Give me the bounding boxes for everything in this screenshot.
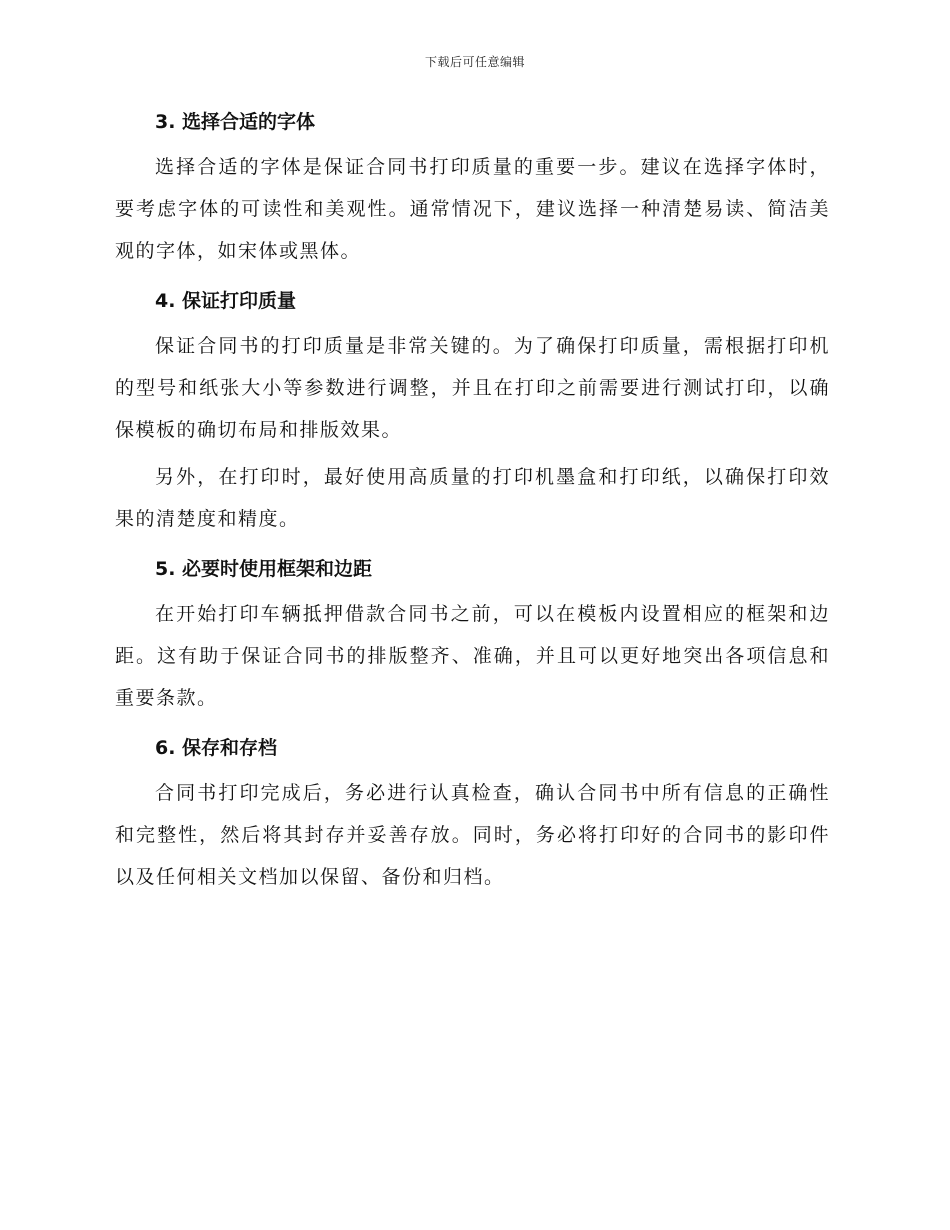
section-print-quality [115,287,830,540]
section-frames-margins [115,555,830,719]
paragraph: 在开始打印车辆抵押借款合同书之前，可以在模板内设置相应的框架和边距。这有助于保证合同书的排版整齐、准确，并且可以更好地突出各项信息和重要条款。 [115,603,830,709]
paragraph: 选择合适的字体是保证合同书打印质量的重要一步。建议在选择字体时，要考虑字体的可读性和美观性。通常情况下，建议选择一种清楚易读、简洁美观的字体，如宋体或黑体。 [115,156,830,262]
paragraph: 合同书打印完成后，务必进行认真检查，确认合同书中所有信息的正确性和完整性，然后将其封存并妥善存放。同时，务必将打印好的合同书的影印件以及任何相关文档加以保留、备份和归档。 [115,782,830,888]
section-heading: 5. 必要时使用框架和边距 [155,558,373,580]
section-heading: 4. 保证打印质量 [155,290,297,312]
document-body [115,108,830,903]
paragraph: 另外，在打印时，最好使用高质量的打印机墨盒和打印纸，以确保打印效果的清楚度和精度。 [115,466,830,530]
page-header: 下载后可任意编辑 [424,55,525,69]
section-font-choice [115,108,830,272]
section-heading: 3. 选择合适的字体 [155,111,316,133]
paragraph: 保证合同书的打印质量是非常关键的。为了确保打印质量，需根据打印机的型号和纸张大小等参数进行调整，并且在打印之前需要进行测试打印，以确保模板的确切布局和排版效果。 [115,335,830,441]
section-heading: 6. 保存和存档 [155,737,278,759]
section-save-archive [115,734,830,898]
